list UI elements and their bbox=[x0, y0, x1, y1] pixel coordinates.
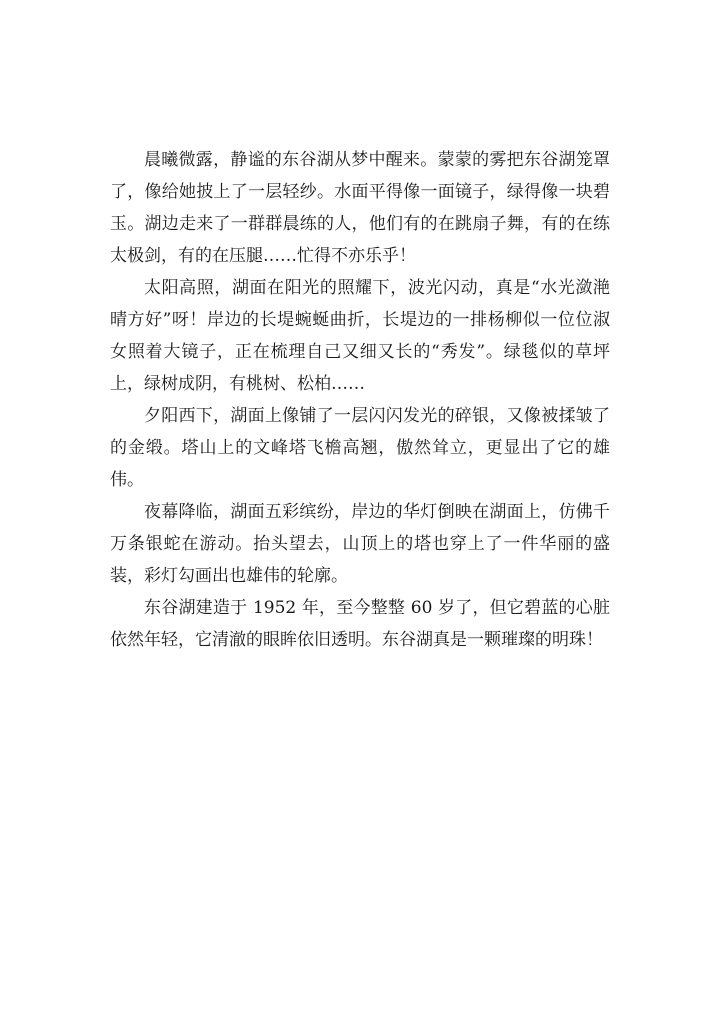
paragraph-morning: 晨曦微露，静谧的东谷湖从梦中醒来。蒙蒙的雾把东谷湖笼罩了，像给她披上了一层轻纱。水面平得像一面镜子，绿得像一块碧玉。湖边走来了一群群晨练的人，他们有的在跳扇子舞，有的在练太极剑，有的在压腿……忙得不亦乐乎！ bbox=[110, 150, 610, 266]
paragraph-noon: 太阳高照，湖面在阳光的照耀下，波光闪动，真是“水光潋滟晴方好”呀！岸边的长堤蜿蜒曲折，长堤边的一排杨柳似一位位淑女照着大镜子，正在梳理自己又细又长的“秀发”。绿毯似的草坪上，绿树成阴，有桃树、松柏…… bbox=[110, 278, 610, 394]
essay-body bbox=[110, 144, 610, 656]
paragraph-sunset: 夕阳西下，湖面上像铺了一层闪闪发光的碎银，又像被揉皱了的金缎。塔山上的文峰塔飞檐高翘，傲然耸立，更显出了它的雄伟。 bbox=[110, 406, 610, 490]
paragraph-conclusion: 东谷湖建造于 1952 年，至今整整 60 岁了，但它碧蓝的心脏依然年轻，它清澈的眼眸依旧透明。东谷湖真是一颗璀璨的明珠！ bbox=[110, 598, 610, 650]
paragraph-night: 夜幕降临，湖面五彩缤纷，岸边的华灯倒映在湖面上，仿佛千万条银蛇在游动。抬头望去，山顶上的塔也穿上了一件华丽的盛装，彩灯勾画出也雄伟的轮廓。 bbox=[110, 502, 610, 586]
